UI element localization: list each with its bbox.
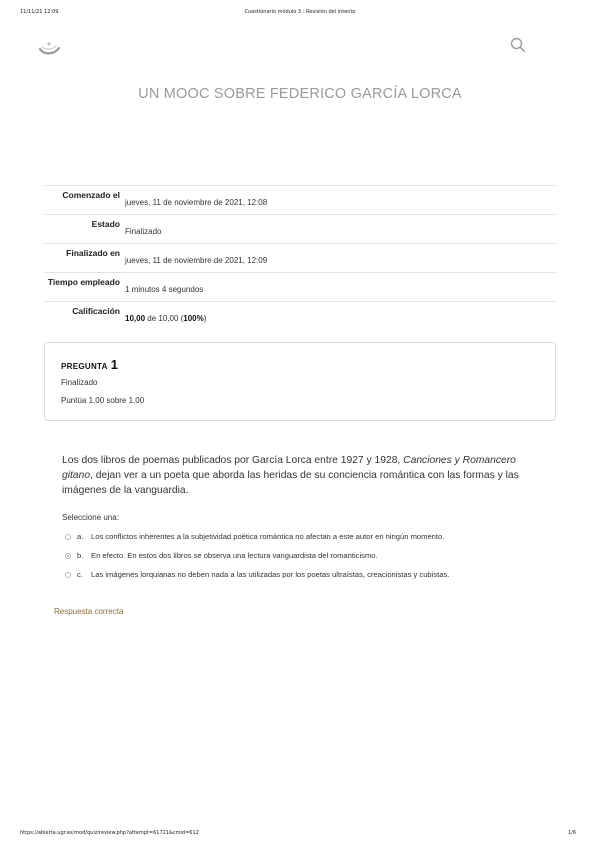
question-number-value: 1 — [110, 357, 119, 372]
print-document-title: Cuestionario módulo 3 : Revisión del intento — [244, 9, 356, 15]
question-text — [62, 453, 532, 498]
print-page-number: 1/6 — [567, 830, 576, 836]
question-text-part1: Los dos libros de poemas publicados por García Lorca entre 1927 y 1928, — [62, 455, 404, 466]
question-state: Finalizado — [61, 378, 98, 387]
answer-option-c[interactable] — [62, 565, 542, 584]
question-text-part2: , dejan ver a un poeta que aborda las heridas de su conciencia romántica con las formas y las imágenes de la vanguardia. — [62, 470, 519, 496]
summary-row-finished — [44, 244, 557, 273]
option-letter: a. — [77, 532, 84, 541]
site-title[interactable]: UN MOOC SOBRE FEDERICO GARCÍA LORCA — [138, 86, 462, 102]
summary-value: Finalizado — [125, 227, 162, 236]
summary-label: Estado — [91, 219, 120, 229]
radio-icon[interactable] — [65, 572, 71, 578]
answer-options — [62, 527, 542, 584]
summary-value: jueves, 11 de noviembre de 2021, 12:08 — [125, 198, 268, 207]
question-number — [61, 357, 118, 372]
radio-icon[interactable] — [65, 534, 71, 540]
answer-feedback: Respuesta correcta — [54, 607, 124, 616]
lorca-logo-icon[interactable] — [36, 39, 62, 57]
summary-row-state — [44, 215, 557, 244]
question-label: PREGUNTA — [61, 362, 108, 371]
answer-option-b[interactable] — [62, 546, 542, 565]
answer-option-a[interactable] — [62, 527, 542, 546]
radio-icon[interactable] — [65, 553, 71, 559]
summary-label: Calificación — [72, 306, 120, 316]
print-url: https://abierta.ugr.es/mod/quiz/review.php?attempt=61721&cmid=612 — [20, 830, 199, 836]
attempt-summary-table — [44, 185, 557, 331]
option-text: Los conflictos inherentes a la subjetividad poética romántica no afectan a este autor en ningún momento. — [91, 532, 445, 541]
summary-row-grade — [44, 302, 557, 331]
summary-label: Comenzado el — [62, 190, 120, 200]
grade-close: ) — [203, 314, 207, 323]
search-icon[interactable] — [510, 37, 526, 53]
summary-value: jueves, 11 de noviembre de 2021, 12:09 — [125, 256, 268, 265]
summary-value — [120, 302, 206, 331]
answer-prompt: Seleccione una: — [62, 513, 119, 522]
print-date: 11/11/21 12:09 — [20, 9, 59, 15]
option-letter: c. — [77, 570, 83, 579]
summary-label: Finalizado en — [66, 248, 120, 258]
summary-row-time-taken — [44, 273, 557, 302]
option-letter: b. — [77, 551, 84, 560]
option-text: Las imágenes lorquianas no deben nada a las utilizadas por los poetas ultraístas, creacionistas y cubistas. — [91, 570, 450, 579]
grade-value: 10,00 — [125, 314, 146, 323]
option-text: En efecto. En estos dos libros se observa una lectura vanguardista del romanticismo. — [91, 551, 378, 560]
summary-value: 1 minutos 4 segundos — [125, 285, 204, 294]
question-grade: Puntúa 1,00 sobre 1,00 — [61, 396, 145, 405]
question-info-box — [44, 342, 556, 421]
summary-row-started — [44, 186, 557, 215]
question-text-italic: Canciones y Romancero gitano — [62, 455, 516, 481]
summary-label: Tiempo empleado — [47, 277, 120, 287]
grade-percent: 100% — [183, 314, 204, 323]
grade-separator: de 10,00 ( — [145, 314, 184, 323]
